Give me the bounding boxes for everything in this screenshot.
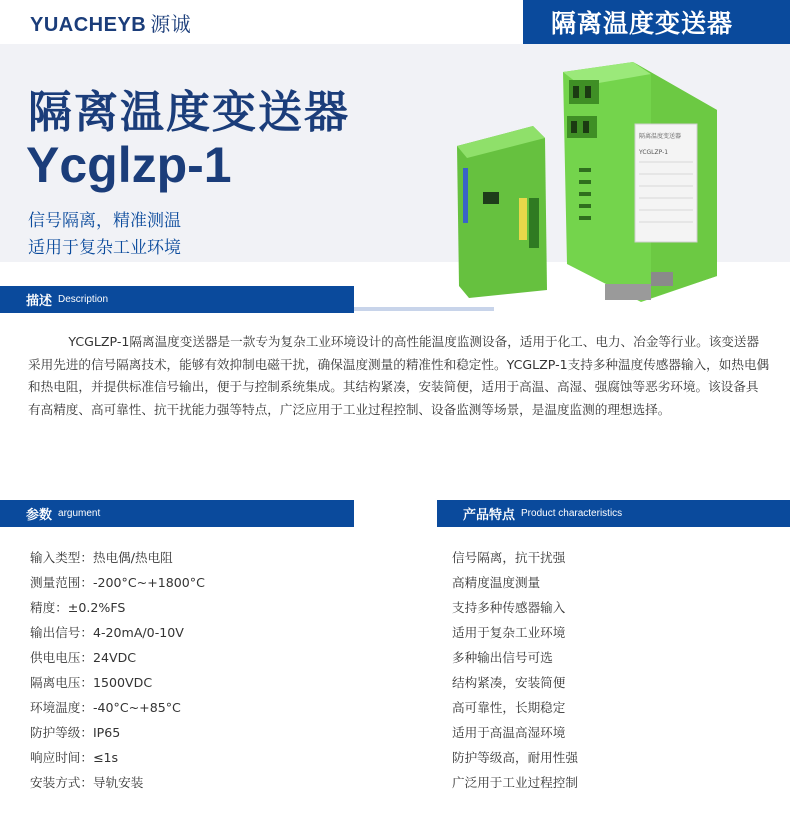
brand-logo (30, 8, 191, 37)
description-header (0, 286, 354, 313)
description-heading-en: Description (58, 294, 109, 305)
device-label-title: 隔离温度变送器 (639, 133, 682, 140)
list-item: 响应时间：≤1s (30, 750, 119, 765)
product-image (455, 58, 735, 308)
list-item: 支持多种传感器输入 (452, 600, 566, 615)
list-item: 输出信号：4-20mA/0-10V (30, 625, 184, 640)
list-item: 安装方式：导轨安装 (30, 775, 144, 790)
list-item: 广泛用于工业过程控制 (452, 775, 578, 790)
hero-model: Ycglzp-1 (26, 137, 232, 193)
list-item: 测量范围：-200°C~+1800°C (30, 575, 205, 590)
list-item: 环境温度：-40°C~+85°C (30, 700, 181, 715)
parameters-heading-en: argument (58, 508, 101, 519)
description-header-accent (354, 307, 494, 311)
description-text: YCGLZP-1隔离温度变送器是一款专为复杂工业环境设计的高性能温度监测设备，适用于化工、电力、冶金等行业。该变送器采用先进的信号隔离技术，能够有效抑制电磁干扰，确保温度测量的精准性和稳定性。YCGLZP-1支持多种温度传感器输入，如热电偶和热电阻，并提供标准信号输出，便于与控制系统集成。其结构紧凑，安装简便，适用于高温、高湿、强腐蚀等恶劣环境。该设备具有高精度、高可靠性、抗干扰能力强等特点，广泛应用于工业过程控制、设备监测等场景，是温度监测的理想选择。 (28, 334, 770, 417)
list-item: 多种输出信号可选 (452, 650, 553, 665)
device-front-module (563, 62, 717, 302)
list-item: 供电电压：24VDC (30, 650, 137, 665)
parameters-list (30, 548, 205, 798)
brand-name: YUACHEYB (30, 14, 147, 36)
list-item: 防护等级：IP65 (30, 725, 121, 740)
parameters-header (0, 500, 354, 527)
top-banner (523, 0, 790, 44)
description-heading: 描述 (26, 294, 53, 309)
top-banner-title: 隔离温度变送器 (551, 9, 734, 38)
features-heading-en: Product characteristics (521, 508, 623, 519)
hero-subtitle-line2: 适用于复杂工业环境 (28, 238, 181, 258)
device-label-model: YCGLZP-1 (639, 149, 669, 156)
list-item: 精度：±0.2%FS (30, 600, 126, 615)
brand-name-cn: 源诚 (150, 12, 192, 36)
list-item: 隔离电压：1500VDC (30, 675, 153, 690)
list-item: 信号隔离，抗干扰强 (452, 550, 566, 565)
hero-subtitle-line1: 信号隔离，精准测温 (28, 211, 181, 231)
features-heading: 产品特点 (463, 508, 516, 523)
list-item: 高精度温度测量 (452, 575, 541, 590)
hero-title: 隔离温度变送器 (28, 87, 350, 138)
features-list (452, 548, 578, 798)
list-item: 适用于复杂工业环境 (452, 625, 566, 640)
list-item: 高可靠性，长期稳定 (452, 700, 566, 715)
list-item: 输入类型：热电偶/热电阻 (30, 550, 173, 565)
features-header (437, 500, 790, 527)
list-item: 防护等级高，耐用性强 (452, 750, 578, 765)
device-label (635, 124, 697, 242)
list-item: 适用于高温高湿环境 (452, 725, 566, 740)
parameters-heading: 参数 (26, 508, 53, 523)
list-item: 结构紧凑，安装简便 (452, 675, 566, 690)
device-back-module (457, 126, 547, 298)
